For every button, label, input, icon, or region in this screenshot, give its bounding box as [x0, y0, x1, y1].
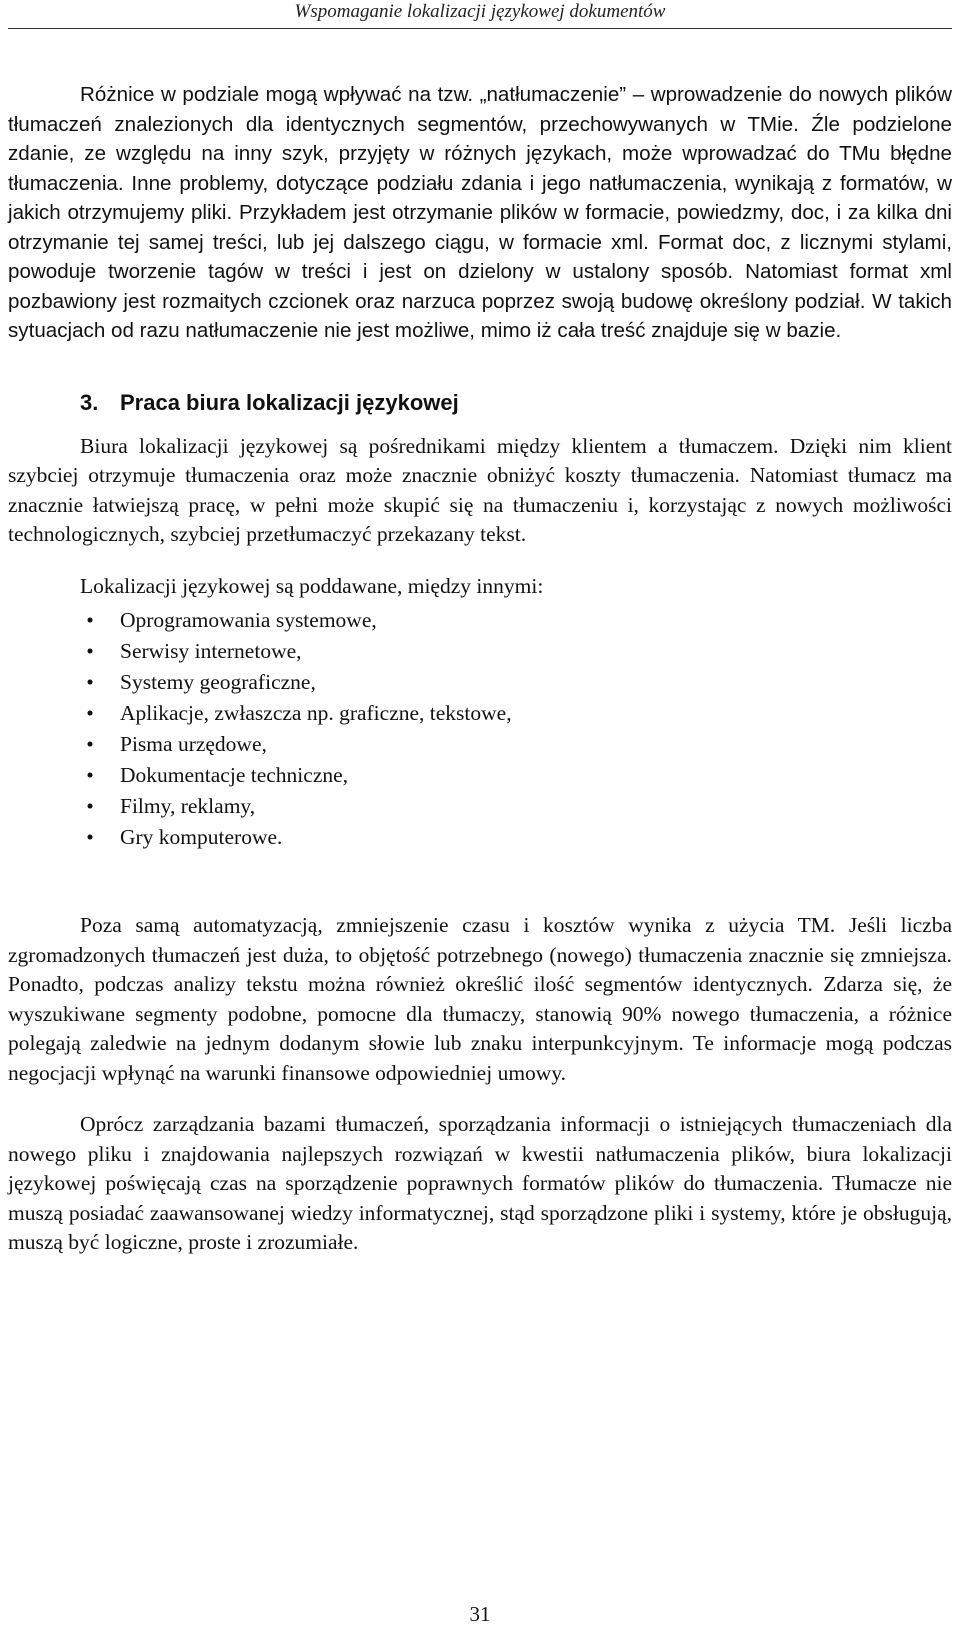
- spacer: [8, 418, 952, 432]
- paragraph-file-formats: Oprócz zarządzania bazami tłumaczeń, sporządzania informacji o istniejących tłumaczeniach dla nowego pliku i znajdowania najlepszych rozwiązań w kwestii natłumaczenia plików, biura lokalizacji językowej poświęcają czas na sporządzenie poprawnych formatów plików do tłumaczenia. Tłumacze nie muszą posiadać zaawansowanej wiedzy informatycznej, stąd sporządzone pliki i systemy, które je obsługują, muszą być logiczne, proste i zrozumiałe.: [8, 1112, 952, 1254]
- spacer: [8, 1088, 952, 1110]
- spacer: [8, 853, 952, 911]
- list-item: • Gry komputerowe.: [8, 822, 952, 853]
- bullet-icon: •: [86, 732, 94, 756]
- running-header: Wspomaganie lokalizacji językowej dokumentów: [294, 1, 666, 22]
- paragraph-list-intro: Lokalizacji językowej są poddawane, między innymi:: [80, 573, 544, 598]
- paragraph-agencies: Biura lokalizacji językowej są pośrednikami między klientem a tłumaczem. Dzięki nim klient szybciej otrzymuje tłumaczenia oraz może znacznie obniżyć koszty tłumaczenia. Natomiast tłumacz ma znacznie łatwiejszą pracę, w pełni może skupić się na tłumaczeniu i, korzystając z nowych możliwości technologicznych, szybciej przetłumaczyć przekazany tekst.: [8, 433, 952, 546]
- bullet-icon: •: [86, 701, 94, 725]
- bullet-icon: •: [86, 639, 94, 663]
- section-heading: [8, 388, 952, 418]
- bullet-icon: •: [86, 825, 94, 849]
- spacer: [8, 346, 952, 388]
- paragraph-segmentation: Różnice w podziale mogą wpływać na tzw. „natłumaczenie” – wprowadzenie do nowych plików tłumaczeń znalezionych dla identycznych segmentów, przechowywanych w TMie. Źle podzielone zdanie, ze względu na inny szyk, przyjęty w różnych językach, może wprowadzać do TMu błędne tłumaczenia. Inne problemy, dotyczące podziału zdania i jego natłumaczenia, wynikają z formatów, w jakich otrzymujemy pliki. Przykładem jest otrzymanie plików w formacie, powiedzmy, doc, i za kilka dni otrzymanie tej samej treści, lub jej dalszego ciągu, w formacie xml. Format doc, z licznymi stylami, powoduje tworzenie tagów w treści i jest on dzielony w ustalony sposób. Natomiast format xml pozbawiony jest rozmaitych czcionek oraz narzuca poprzez swoją budowę określony podział. W takich sytuacjach od razu natłumaczenie nie jest możliwe, mimo iż cała treść znajduje się w bazie.: [8, 83, 952, 342]
- page-number: 31: [469, 1602, 491, 1626]
- list-item: • Pisma urzędowe,: [8, 729, 952, 760]
- list-item: • Dokumentacje techniczne,: [8, 760, 952, 791]
- list-item: • Oprogramowania systemowe,: [8, 605, 952, 636]
- section-title: Praca biura lokalizacji językowej: [120, 389, 459, 415]
- spacer: [8, 550, 952, 572]
- list-item: • Serwisy internetowe,: [8, 636, 952, 667]
- localization-list: [8, 605, 952, 853]
- bullet-icon: •: [86, 763, 94, 787]
- section-number: 3.: [80, 389, 99, 415]
- page-content: [8, 80, 952, 1258]
- bullet-icon: •: [86, 794, 94, 818]
- list-item: • Filmy, reklamy,: [8, 791, 952, 822]
- header-rule: [8, 28, 952, 29]
- list-item: • Aplikacje, zwłaszcza np. graficzne, tekstowe,: [8, 698, 952, 729]
- list-item: • Systemy geograficzne,: [8, 667, 952, 698]
- bullet-icon: •: [86, 608, 94, 632]
- bullet-icon: •: [86, 670, 94, 694]
- paragraph-tm-costs: Poza samą automatyzacją, zmniejszenie czasu i kosztów wynika z użycia TM. Jeśli liczba zgromadzonych tłumaczeń jest duża, to objętość potrzebnego (nowego) tłumaczenia znacznie się zmniejsza. Ponadto, podczas analizy tekstu można również określić ilość segmentów identycznych. Zdarza się, że wyszukiwane segmenty podobne, pomocne dla tłumaczy, stanowią 90% nowego tłumaczenia, a różnice polegają zaledwie na jednym dodanym słowie lub znaku interpunkcyjnym. Te informacje mogą podczas negocjacji wpłynąć na warunki finansowe odpowiedniej umowy.: [8, 913, 952, 1085]
